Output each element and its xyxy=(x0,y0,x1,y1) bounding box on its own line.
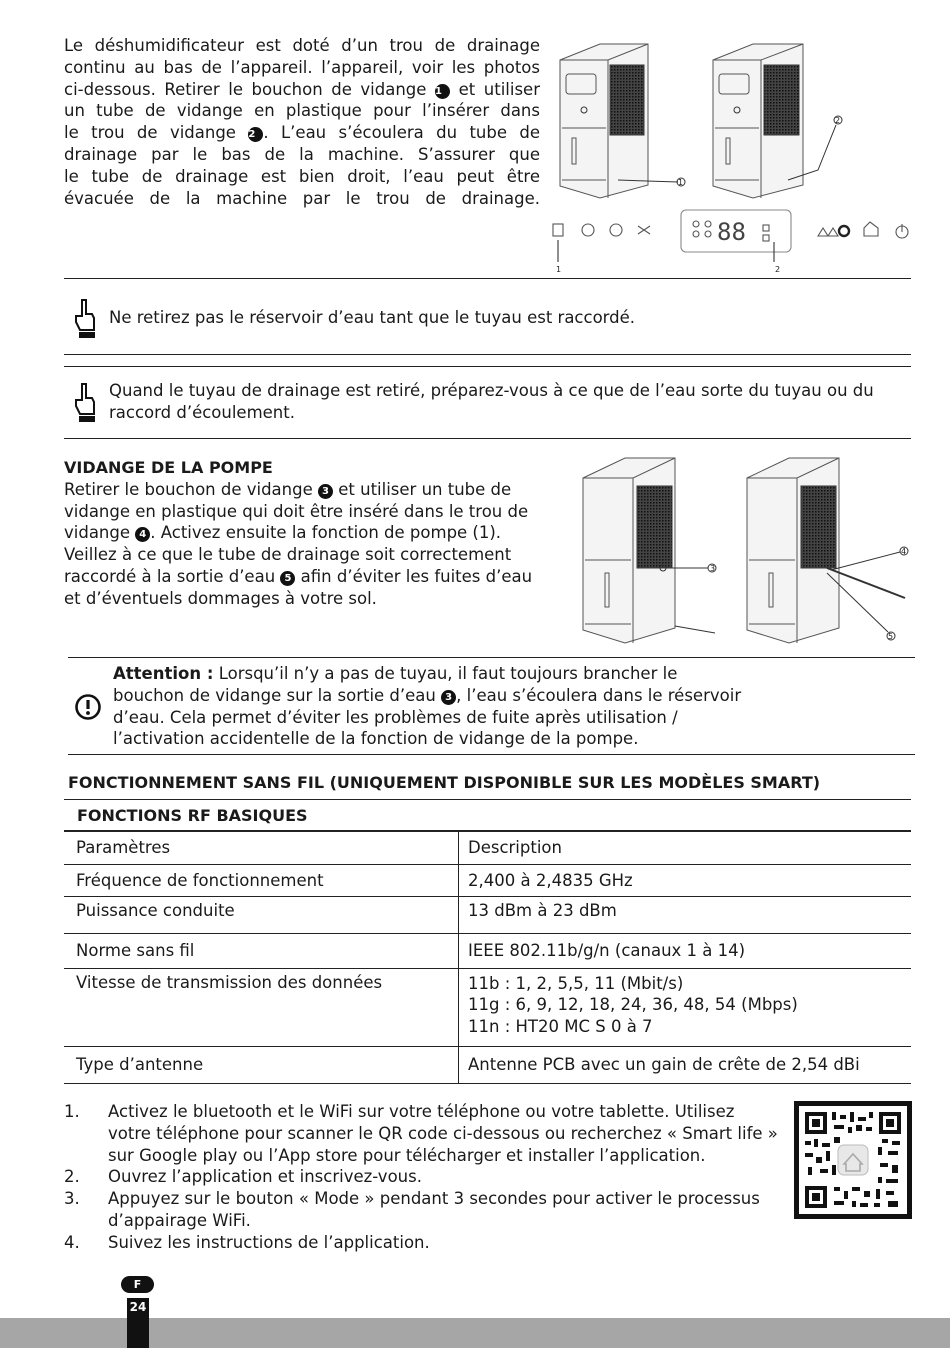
intro-line: un tube de vidange en plastique pour l’insérer dans xyxy=(64,101,540,121)
dehumidifier-unit xyxy=(713,44,842,198)
table-header-cell: Description xyxy=(459,832,912,864)
list-item: 4. Suivez les instructions de l’application. xyxy=(64,1232,430,1252)
divider xyxy=(64,799,911,800)
intro-line: continu au bas de l’appareil. l’appareil, voir les photos xyxy=(64,57,540,77)
pump-drain-illustration xyxy=(575,448,915,653)
intro-line: ci-dessous. Retirer le bouchon de vidange 1 et utiliser xyxy=(64,79,540,99)
divider xyxy=(64,366,911,367)
drain-hole-illustration xyxy=(548,30,913,278)
table-header-cell: Paramètres xyxy=(64,832,459,864)
language-badge: F xyxy=(121,1276,154,1293)
table-row xyxy=(64,864,911,896)
dehumidifier-unit xyxy=(560,44,685,198)
list-item: 2. Ouvrez l’application et inscrivez-vous. xyxy=(64,1167,422,1187)
figure-label: 3 xyxy=(710,564,716,573)
divider xyxy=(68,754,915,755)
figure-label: 5 xyxy=(888,632,894,641)
pump-line: vidange 4 . Activez ensuite la fonction de pompe (1). xyxy=(64,523,502,543)
table-cell: Puissance conduite xyxy=(64,896,459,933)
table-title: FONCTIONS RF BASIQUES xyxy=(77,806,308,825)
pointing-hand-icon xyxy=(70,380,100,424)
page-number: 24 xyxy=(129,1300,147,1314)
table-cell: 2,400 à 2,4835 GHz xyxy=(459,864,912,896)
pump-line: Retirer le bouchon de vidange 3 et utiliser un tube de xyxy=(64,479,512,499)
divider xyxy=(64,438,911,439)
figure-label: 1 xyxy=(556,265,562,274)
dehumidifier-unit xyxy=(747,458,908,643)
pump-line: Veillez à ce que le tube de drainage soit correctement xyxy=(64,545,512,565)
table-row xyxy=(64,968,911,1046)
attention-label: Attention : xyxy=(113,664,214,683)
list-item: 3. Appuyez sur le bouton « Mode » pendant 3 secondes pour activer le processus d’appairage WiFi. xyxy=(64,1189,760,1230)
divider xyxy=(64,354,911,355)
warning-icon xyxy=(74,693,102,721)
dehumidifier-unit xyxy=(583,458,716,643)
table-row xyxy=(64,1046,911,1083)
divider xyxy=(68,657,915,658)
setup-steps-list xyxy=(64,1101,784,1254)
section-heading: FONCTIONNEMENT SANS FIL (UNIQUEMENT DISPONIBLE SUR LES MODÈLES SMART) xyxy=(68,773,821,792)
pump-section xyxy=(64,457,544,610)
figure-label: 2 xyxy=(835,116,841,125)
intro-line: drainage par le bas de la machine. S’assurer que xyxy=(64,144,540,164)
figure-label: 2 xyxy=(775,265,781,274)
pump-line: raccordé à la sortie d’eau 5 afin d’éviter les fuites d’eau xyxy=(64,566,533,586)
table-cell: 13 dBm à 23 dBm xyxy=(459,896,912,933)
intro-line: le tube de drainage est bien droit, l’eau peut être xyxy=(64,166,540,186)
note-text: Quand le tuyau de drainage est retiré, préparez-vous à ce que de l’eau sorte du tuyau ou du raccord d’écoulement. xyxy=(109,381,874,422)
marker-5: 5 xyxy=(280,571,295,586)
display-digits: 88 xyxy=(717,218,746,246)
table-cell: Antenne PCB avec un gain de crête de 2,54 dBi xyxy=(459,1046,912,1083)
qr-code[interactable] xyxy=(794,1101,912,1219)
table-cell: Norme sans fil xyxy=(64,933,459,968)
section-heading: VIDANGE DE LA POMPE xyxy=(64,458,273,477)
figure-label: 4 xyxy=(901,547,907,556)
marker-1: 1 xyxy=(435,84,450,99)
rf-functions-table xyxy=(64,832,911,1084)
table-cell: 11b : 1, 2, 5,5, 11 (Mbit/s) 11g : 6, 9, 12, 18, 24, 36, 48, 54 (Mbps) 11n : HT20 MC S 0 à 7 xyxy=(459,968,912,1046)
attention-text: Attention : Lorsqu’il n’y a pas de tuyau, il faut toujours brancher le bouchon de vidange sur la sortie d’eau 3 , l’eau s’écoulera dans le réservoir d’eau. Cela permet d’éviter les problèmes de fuite après utilisation / l’activation accidentelle de la fonction de vidange de la pompe. xyxy=(113,664,742,749)
table-cell: Type d’antenne xyxy=(64,1046,459,1083)
table-row xyxy=(64,933,911,968)
table-header-row xyxy=(64,832,911,864)
divider xyxy=(64,278,911,279)
note-text: Ne retirez pas le réservoir d’eau tant que le tuyau est raccordé. xyxy=(109,308,636,327)
intro-line: le trou de vidange 2 . L’eau s’écoulera du tube de xyxy=(64,123,541,143)
figure-label: 1 xyxy=(678,178,684,187)
intro-line: Le déshumidificateur est doté d’un trou de drainage xyxy=(64,36,540,55)
list-item: 1. Activez le bluetooth et le WiFi sur votre téléphone ou votre tablette. Utilisez votre téléphone pour scanner le QR code ci-dessous ou recherchez « Smart life » sur Google play ou l’App store pour télécharger et installer l’application. xyxy=(64,1102,778,1165)
pump-line: et d’éventuels dommages à votre sol. xyxy=(64,588,377,608)
marker-4: 4 xyxy=(135,527,150,542)
table-row xyxy=(64,896,911,933)
table-cell: Fréquence de fonctionnement xyxy=(64,864,459,896)
pointing-hand-icon xyxy=(70,296,100,340)
table-cell: IEEE 802.11b/g/n (canaux 1 à 14) xyxy=(459,933,912,968)
intro-line: évacuée de la machine par le trou de drainage. xyxy=(64,188,540,208)
marker-3: 3 xyxy=(441,690,456,705)
marker-2: 2 xyxy=(248,127,263,142)
marker-3: 3 xyxy=(318,484,333,499)
pump-line: vidange en plastique qui doit être inséré dans le trou de xyxy=(64,501,529,521)
table-cell: Vitesse de transmission des données xyxy=(64,968,459,1046)
intro-paragraph xyxy=(64,35,540,209)
